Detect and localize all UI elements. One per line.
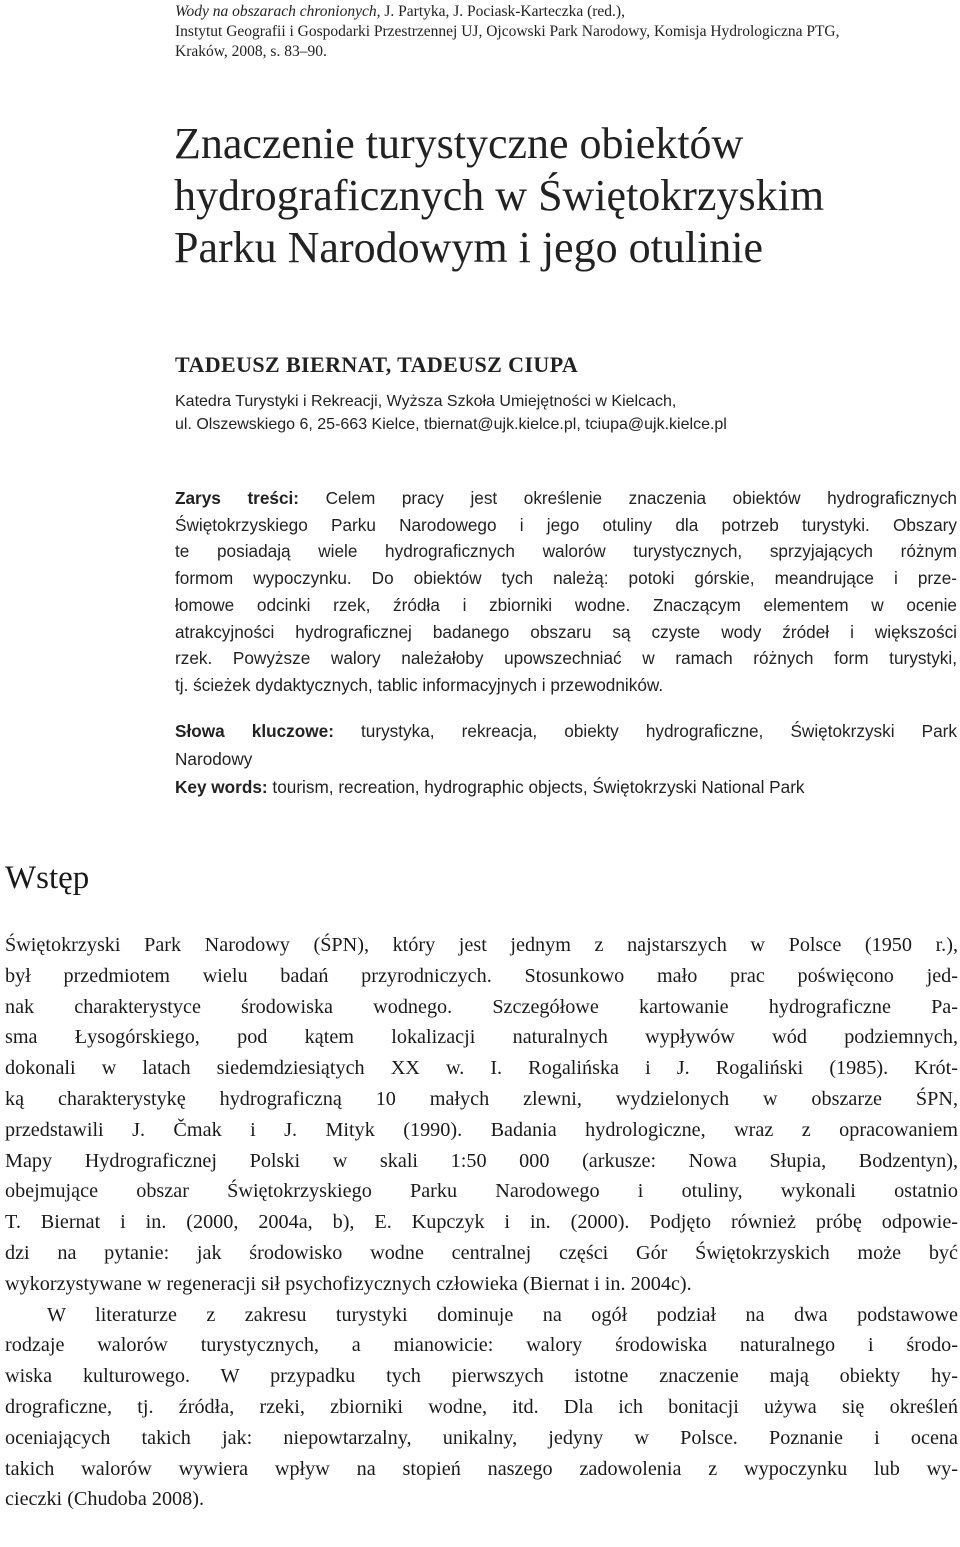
authors: TADEUSZ BIERNAT, TADEUSZ CIUPA (175, 352, 579, 377)
body-line: dokonali w latach siedemdziesiątych XX w. I. Rogalińska i J. Rogaliński (1985). Krót- (5, 1057, 958, 1080)
body-line: był przedmiotem wielu badań przyrodniczych. Stosunkowo mało prac poświęcono jed- (5, 964, 958, 987)
citation-header (175, 2, 955, 62)
keywords-pl-line-2: Narodowy (175, 749, 253, 769)
keywords-en-label: Key words: (175, 777, 268, 797)
body-text (5, 930, 958, 1515)
body-line: nak charakterystyce środowiska wodnego. Szczegółowe kartowanie hydrograficzne Pa- (5, 995, 958, 1018)
keywords-en-line: Key words: tourism, recreation, hydrographic objects, Świętokrzyski National Park (175, 777, 805, 797)
body-line: cieczki (Chudoba 2008). (5, 1488, 205, 1511)
title-line: Znaczenie turystyczne obiektów (174, 119, 744, 168)
abstract-line: łomowe odcinki rzek, źródła i zbiorniki wodne. Znaczącym elementem w ocenie (175, 594, 957, 615)
abstract (175, 485, 957, 699)
abstract-line: atrakcyjności hydrograficznej badanego obszaru są czyste wody źródeł i większości (175, 621, 957, 642)
book-title: Wody na obszarach chronionych (175, 3, 377, 20)
body-line: obejmujące obszar Świętokrzyskiego Parku Narodowego i otuliny, wykonali ostatnio (5, 1180, 958, 1203)
body-line: rodzaje walorów turystycznych, a mianowicie: walory środowiska naturalnego i środo- (5, 1334, 958, 1357)
body-line: oceniających takich jak: niepowtarzalny, unikalny, jedyny w Polsce. Poznanie i ocena (5, 1426, 958, 1449)
citation-editors: , J. Partyka, J. Pociask-Karteczka (red.), (376, 3, 625, 20)
title-line: Parku Narodowym i jego otulinie (174, 223, 764, 272)
abstract-line: tj. ścieżek dydaktycznych, tablic informacyjnych i przewodników. (175, 674, 664, 695)
body-line: drograficzne, tj. źródła, rzeki, zbiorniki wodne, itd. Dla ich bonitacji używa się określeń (5, 1395, 958, 1418)
body-line: Mapy Hydrograficznej Polski w skali 1:50 000 (arkusze: Nowa Słupia, Bodzentyn), (5, 1149, 958, 1172)
body-line: takich walorów wywiera wpływ na stopień naszego zadowolenia z wypoczynku lub wy- (5, 1457, 958, 1480)
title-line: hydrograficznych w Świętokrzyskim (174, 171, 825, 220)
abstract-line: Zarys treści: Celem pracy jest określenie znaczenia obiektów hydrograficznych (175, 488, 957, 508)
affiliation-line-2: ul. Olszewskiego 6, 25-663 Kielce, tbiernat@ujk.kielce.pl, tciupa@ujk.kielce.pl (175, 416, 727, 433)
abstract-line: formom wypoczynku. Do obiektów tych należą: potoki górskie, meandrujące i prze- (175, 568, 957, 589)
body-line: W literaturze z zakresu turystyki dominuje na ogół podział na dwa podstawowe (47, 1303, 958, 1326)
citation-line-3: Kraków, 2008, s. 83–90. (175, 43, 327, 60)
citation-line-1 (175, 2, 955, 22)
keywords-pl-label: Słowa kluczowe: (175, 721, 334, 741)
body-line: wykorzystywane w regeneracji sił psychofizycznych człowieka (Biernat i in. 2004c). (5, 1272, 692, 1295)
body-line: T. Biernat i in. (2000, 2004a, b), E. Kupczyk i in. (2000). Podjęto również próbę odpowie- (5, 1211, 958, 1234)
keywords-block (175, 717, 957, 801)
affiliation-line-1: Katedra Turystyki i Rekreacji, Wyższa Szkoła Umiejętności w Kielcach, (175, 393, 677, 410)
body-line: ką charakterystykę hydrograficzną 10 małych zlewni, wydzielonych w obszarze ŚPN, (5, 1087, 958, 1110)
paper-title (174, 118, 954, 274)
abstract-line: Świętokrzyskiego Parku Narodowego i jego otuliny dla potrzeb turystyki. Obszary (175, 514, 957, 535)
body-line: przedstawili J. Čmak i J. Mityk (1990). Badania hydrologiczne, wraz z opracowaniem (5, 1118, 958, 1141)
body-line: wiska kulturowego. W przypadku tych pierwszych istotne znaczenie mają obiekty hy- (5, 1365, 958, 1388)
body-line: dzi na pytanie: jak środowisko wodne centralnej części Gór Świętokrzyskich może być (5, 1241, 958, 1264)
abstract-label: Zarys treści: (175, 488, 300, 508)
abstract-line: te posiadają wiele hydrograficznych walorów turystycznych, sprzyjających różnym (175, 541, 957, 562)
section-heading: Wstęp (5, 860, 90, 896)
body-line: sma Łysogórskiego, pod kątem lokalizacji naturalnych wypływów wód podziemnych, (5, 1026, 958, 1049)
keywords-pl-line-1: Słowa kluczowe: turystyka, rekreacja, obiekty hydrograficzne, Świętokrzyski Park (175, 721, 957, 741)
abstract-line: rzek. Powyższe walory należałoby upowszechniać w ramach różnych form turystyki, (175, 648, 957, 669)
body-line: Świętokrzyski Park Narodowy (ŚPN), który jest jednym z najstarszych w Polsce (1950 r.), (5, 934, 958, 956)
affiliation (175, 390, 955, 436)
citation-line-2: Instytut Geografii i Gospodarki Przestrzennej UJ, Ojcowski Park Narodowy, Komisja Hydrologiczna PTG, (175, 23, 840, 40)
